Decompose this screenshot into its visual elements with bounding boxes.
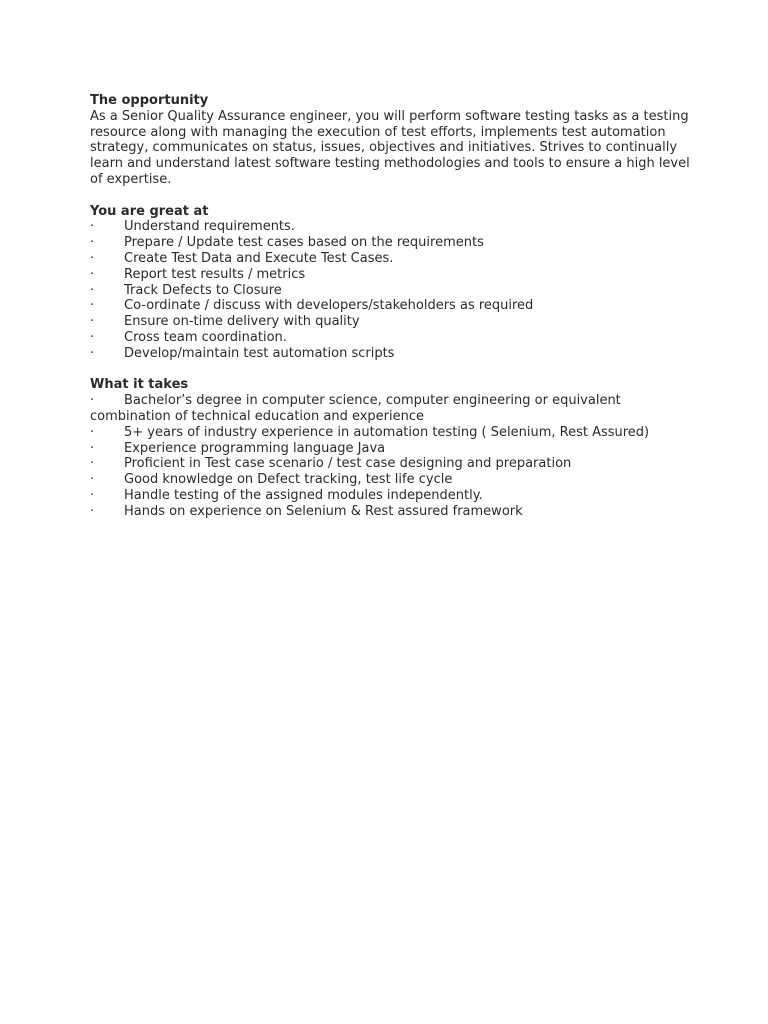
list-item <box>90 235 690 251</box>
bullet-icon: · <box>90 456 95 472</box>
list-item <box>90 267 690 283</box>
list-item-text: Understand requirements. <box>124 219 295 235</box>
bullet-icon: · <box>90 503 95 519</box>
bullet-icon: · <box>90 424 95 440</box>
list-item <box>90 504 690 520</box>
list-item <box>90 298 690 314</box>
list-item-text: 5+ years of industry experience in automation testing ( Selenium, Rest Assured) <box>124 424 650 440</box>
list-item-text: Handle testing of the assigned modules independently. <box>124 487 483 503</box>
list-item-text: Prepare / Update test cases based on the requirements <box>124 235 484 251</box>
section-spacer <box>90 362 690 378</box>
bullet-icon: · <box>90 250 95 266</box>
bullet-icon: · <box>90 393 95 409</box>
list-item-text: Proficient in Test case scenario / test case designing and preparation <box>124 456 572 472</box>
list-item <box>90 456 690 472</box>
bullet-icon: · <box>90 282 95 298</box>
list-item-text: Co-ordinate / discuss with developers/stakeholders as required <box>124 298 534 314</box>
great-at-heading: You are great at <box>90 203 209 219</box>
list-item-text: Develop/maintain test automation scripts <box>124 345 395 361</box>
what-it-takes-heading: What it takes <box>90 377 189 393</box>
bullet-icon: · <box>90 235 95 251</box>
list-item <box>90 330 690 346</box>
bullet-icon: · <box>90 298 95 314</box>
list-item-text: Cross team coordination. <box>124 329 287 345</box>
list-item-text: Ensure on-time delivery with quality <box>124 314 360 330</box>
section-spacer <box>90 188 690 204</box>
list-item-text: Track Defects to Closure <box>124 282 282 298</box>
opportunity-heading: The opportunity <box>90 93 209 108</box>
list-item-text: Hands on experience on Selenium & Rest assured framework <box>124 503 523 519</box>
list-item <box>90 425 690 441</box>
bullet-icon: · <box>90 440 95 456</box>
bullet-icon: · <box>90 219 95 235</box>
list-item <box>90 314 690 330</box>
opportunity-body: As a Senior Quality Assurance engineer, you will perform software testing tasks as a testing resource along with managing the execution of test efforts, implements test automation strategy, communicates on status, issues, objectives and initiatives. Strives to continually learn and understand latest software testing methodologies and tools to ensure a high level of expertise. <box>90 108 690 187</box>
bullet-icon: · <box>90 314 95 330</box>
list-item-text: Good knowledge on Defect tracking, test life cycle <box>124 472 453 488</box>
great-at-list <box>90 219 690 361</box>
list-item-text: Bachelor’s degree in computer science, computer engineering or equivalent combination of technical education and experience <box>90 393 621 424</box>
list-item <box>90 346 690 362</box>
bullet-icon: · <box>90 487 95 503</box>
bullet-icon: · <box>90 345 95 361</box>
list-item-text: Report test results / metrics <box>124 266 306 282</box>
bullet-icon: · <box>90 329 95 345</box>
document-page <box>90 93 690 520</box>
list-item-text: Create Test Data and Execute Test Cases. <box>124 250 394 266</box>
bullet-icon: · <box>90 472 95 488</box>
list-item <box>90 472 690 488</box>
list-item <box>90 393 690 425</box>
list-item <box>90 219 690 235</box>
list-item <box>90 251 690 267</box>
list-item <box>90 441 690 457</box>
list-item <box>90 283 690 299</box>
list-item-text: Experience programming language Java <box>124 440 386 456</box>
bullet-icon: · <box>90 266 95 282</box>
list-item <box>90 488 690 504</box>
what-it-takes-list <box>90 393 690 519</box>
